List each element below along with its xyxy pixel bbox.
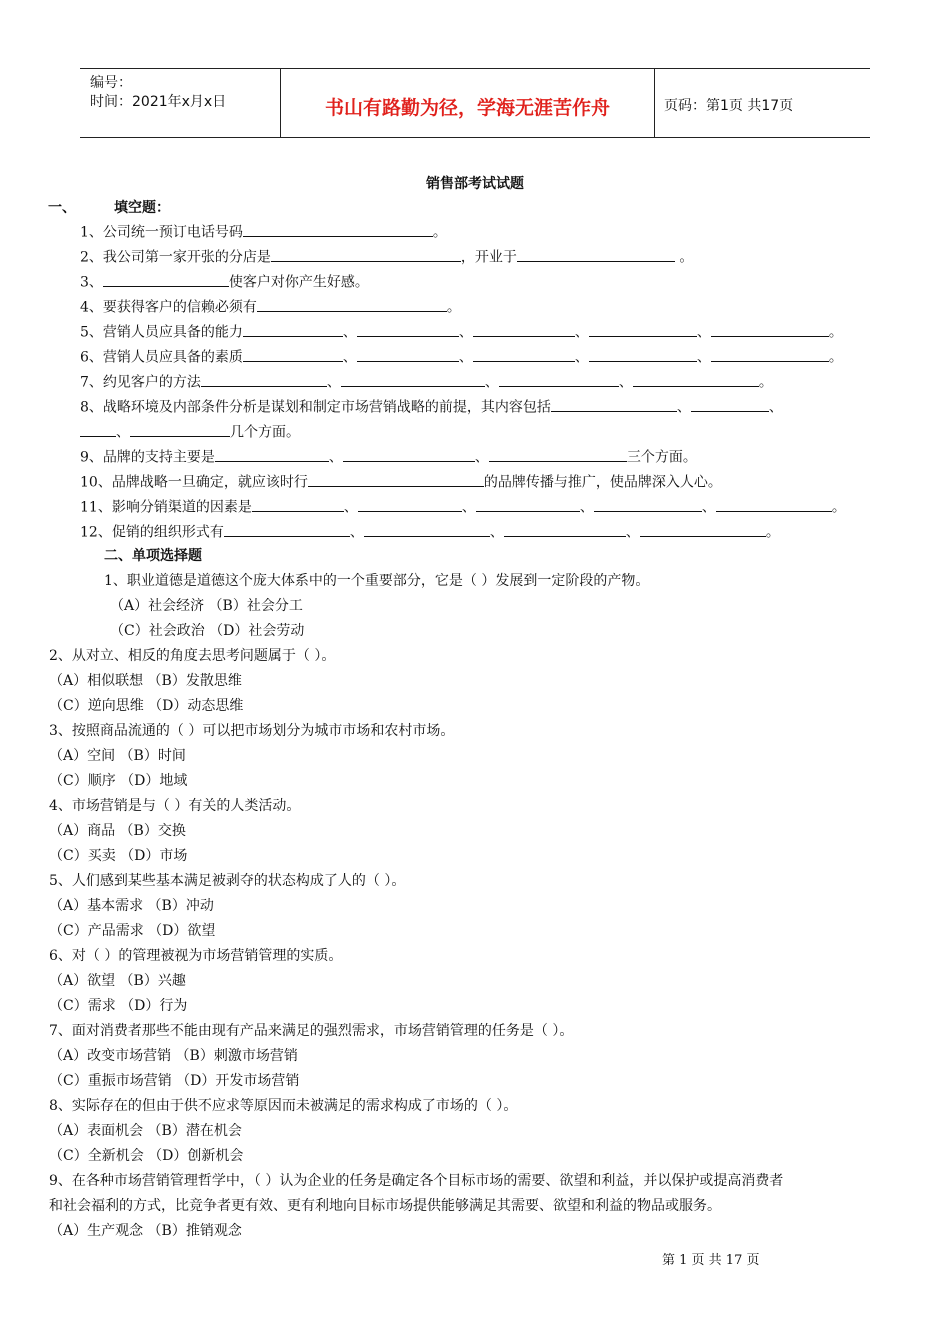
separator: 、	[768, 399, 783, 416]
mc-question-6: 6、对（ ）的管理被视为市场营销管理的实质。	[49, 948, 343, 964]
answer-blank[interactable]	[80, 421, 116, 437]
answer-blank[interactable]	[252, 496, 344, 512]
answer-blank[interactable]	[343, 446, 475, 462]
answer-blank[interactable]	[201, 371, 327, 387]
answer-blank[interactable]	[224, 521, 350, 537]
mc-question-5: 5、人们感到某些基本满足被剥夺的状态构成了人的（ ）。	[49, 873, 406, 889]
question-text: 三个方面。	[626, 449, 697, 466]
section1-title: 填空题：	[114, 200, 170, 216]
answer-blank[interactable]	[341, 371, 485, 387]
question-text: 。	[758, 374, 773, 391]
separator: 、	[574, 324, 589, 341]
question-text: 5、营销人员应具备的能力	[80, 324, 243, 341]
mc-options-7a: （A）改变市场营销 （B）刺激市场营销	[49, 1048, 298, 1064]
fill-question-12	[80, 521, 780, 542]
question-text: 12、促销的组织形式有	[80, 524, 224, 541]
answer-blank[interactable]	[271, 246, 461, 262]
answer-blank[interactable]	[243, 221, 433, 237]
mc-question-8: 8、实际存在的但由于供不应求等原因而未被满足的需求构成了市场的（ ）。	[49, 1098, 518, 1114]
answer-blank[interactable]	[711, 321, 829, 337]
mc-options-2b: （C）逆向思维 （D）动态思维	[49, 698, 244, 714]
answer-blank[interactable]	[357, 321, 459, 337]
mc-options-3b: （C）顺序 （D）地域	[49, 773, 188, 789]
question-text: 2、我公司第一家开张的分店是	[80, 249, 271, 266]
answer-blank[interactable]	[476, 496, 580, 512]
answer-blank[interactable]	[551, 396, 677, 412]
answer-blank[interactable]	[711, 346, 829, 362]
question-text: 9、品牌的支持主要是	[80, 449, 215, 466]
question-text: 。	[765, 524, 780, 541]
header-right-cell	[654, 69, 870, 137]
mc-question-9-continued: 和社会福利的方式，比竞争者更有效、更有利地向目标市场提供能够满足其需要、欲望和利益的物品或服务。	[49, 1198, 721, 1214]
answer-blank[interactable]	[103, 271, 229, 287]
mc-question-2: 2、从对立、相反的角度去思考问题属于（ ）。	[49, 648, 336, 664]
separator: 、	[676, 399, 691, 416]
question-text: 。	[828, 349, 843, 366]
mc-options-8a: （A）表面机会 （B）潜在机会	[49, 1123, 242, 1139]
answer-blank[interactable]	[691, 396, 769, 412]
mc-options-6b: （C）需求 （D）行为	[49, 998, 188, 1014]
question-text: 3、	[80, 274, 103, 291]
answer-blank[interactable]	[130, 421, 230, 437]
separator: 、	[489, 524, 504, 541]
separator: 、	[696, 324, 711, 341]
page-info: 页码：第1页 共17页	[664, 98, 794, 114]
separator: 、	[116, 424, 130, 441]
fill-question-6	[80, 346, 843, 367]
mc-options-1b: （C）社会政治 （D）社会劳动	[110, 623, 305, 639]
separator: 、	[343, 499, 358, 516]
mc-options-4a: （A）商品 （B）交换	[49, 823, 186, 839]
answer-blank[interactable]	[489, 446, 627, 462]
separator: 、	[458, 324, 473, 341]
mc-options-8b: （C）全新机会 （D）创新机会	[49, 1148, 244, 1164]
question-text: 11、影响分销渠道的因素是	[80, 499, 252, 516]
question-text: 。	[446, 299, 461, 316]
answer-blank[interactable]	[633, 371, 759, 387]
separator: 、	[461, 499, 476, 516]
question-text: 几个方面。	[230, 424, 300, 441]
mc-question-4: 4、市场营销是与（ ）有关的人类活动。	[49, 798, 301, 814]
answer-blank[interactable]	[716, 496, 832, 512]
fill-question-5	[80, 321, 843, 342]
answer-blank[interactable]	[358, 496, 462, 512]
mc-options-7b: （C）重振市场营销 （D）开发市场营销	[49, 1073, 300, 1089]
answer-blank[interactable]	[499, 371, 619, 387]
answer-blank[interactable]	[473, 321, 575, 337]
header-left-cell	[80, 69, 280, 137]
question-text: 。	[831, 499, 846, 516]
mc-question-3: 3、按照商品流通的（ ）可以把市场划分为城市市场和农村市场。	[49, 723, 455, 739]
answer-blank[interactable]	[594, 496, 702, 512]
separator: 、	[474, 449, 489, 466]
section2-title: 二、单项选择题	[104, 548, 202, 564]
separator: 、	[328, 449, 343, 466]
mc-question-7: 7、面对消费者那些不能由现有产品来满足的强烈需求，市场营销管理的任务是（ ）。	[49, 1023, 574, 1039]
mc-question-1: 1、职业道德是道德这个庞大体系中的一个重要部分，它是（ ）发展到一定阶段的产物。	[104, 573, 650, 589]
fill-question-1	[80, 221, 447, 242]
separator: 、	[342, 324, 357, 341]
question-text: 7、约见客户的方法	[80, 374, 201, 391]
mc-options-5b: （C）产品需求 （D）欲望	[49, 923, 216, 939]
answer-blank[interactable]	[308, 471, 484, 487]
separator: 、	[696, 349, 711, 366]
separator: 、	[701, 499, 716, 516]
header-table	[80, 68, 870, 138]
question-text: 1、公司统一预订电话号码	[80, 224, 243, 241]
fill-question-9	[80, 446, 697, 467]
mc-options-5a: （A）基本需求 （B）冲动	[49, 898, 214, 914]
fill-question-11	[80, 496, 846, 517]
page-title: 销售部考试试题	[426, 176, 524, 192]
question-text: 。	[674, 249, 694, 266]
fill-question-8	[80, 396, 783, 417]
mc-options-9a: （A）生产观念 （B）推销观念	[49, 1223, 242, 1239]
question-text: ，开业于	[460, 249, 517, 266]
question-text: 8、战略环境及内部条件分析是谋划和制定市场营销战略的前提，其内容包括	[80, 399, 551, 416]
header-center-cell	[280, 69, 655, 137]
question-text: 6、营销人员应具备的素质	[80, 349, 243, 366]
answer-blank[interactable]	[357, 346, 459, 362]
document-date: 时间：2021年x月x日	[90, 94, 227, 110]
answer-blank[interactable]	[473, 346, 575, 362]
separator: 、	[326, 374, 341, 391]
answer-blank[interactable]	[640, 521, 766, 537]
mc-options-2a: （A）相似联想 （B）发散思维	[49, 673, 242, 689]
answer-blank[interactable]	[589, 321, 697, 337]
answer-blank[interactable]	[504, 521, 626, 537]
separator: 、	[458, 349, 473, 366]
fill-question-8-continued	[80, 421, 300, 442]
question-text: 。	[828, 324, 843, 341]
section1-number: 一、	[48, 200, 76, 216]
answer-blank[interactable]	[257, 296, 447, 312]
mc-options-3a: （A）空间 （B）时间	[49, 748, 186, 764]
answer-blank[interactable]	[243, 321, 343, 337]
separator: 、	[625, 524, 640, 541]
answer-blank[interactable]	[517, 246, 675, 262]
fill-question-3	[80, 271, 369, 292]
fill-question-2	[80, 246, 693, 267]
question-text: 4、要获得客户的信赖必须有	[80, 299, 257, 316]
answer-blank[interactable]	[243, 346, 343, 362]
mc-options-1a: （A）社会经济 （B）社会分工	[110, 598, 303, 614]
answer-blank[interactable]	[215, 446, 329, 462]
question-text: 的品牌传播与推广，使品牌深入人心。	[483, 474, 722, 491]
document-number-label: 编号：	[90, 75, 132, 91]
answer-blank[interactable]	[589, 346, 697, 362]
mc-options-6a: （A）欲望 （B）兴趣	[49, 973, 186, 989]
mc-options-4b: （C）买卖 （D）市场	[49, 848, 188, 864]
page-footer: 第 1 页 共 17 页	[662, 1253, 760, 1268]
question-text: 使客户对你产生好感。	[228, 274, 369, 291]
separator: 、	[349, 524, 364, 541]
answer-blank[interactable]	[364, 521, 490, 537]
question-text: 10、品牌战略一旦确定，就应该时行	[80, 474, 308, 491]
fill-question-4	[80, 296, 461, 317]
separator: 、	[579, 499, 594, 516]
separator: 、	[574, 349, 589, 366]
fill-question-10	[80, 471, 722, 492]
separator: 、	[342, 349, 357, 366]
question-text: 。	[432, 224, 447, 241]
separator: 、	[618, 374, 633, 391]
mc-question-9: 9、在各种市场营销管理哲学中，（ ）认为企业的任务是确定各个目标市场的需要、欲望和利益，并以保护或提高消费者	[49, 1173, 784, 1189]
fill-question-7	[80, 371, 773, 392]
motto: 书山有路勤为径，学海无涯苦作舟	[324, 97, 610, 119]
separator: 、	[484, 374, 499, 391]
